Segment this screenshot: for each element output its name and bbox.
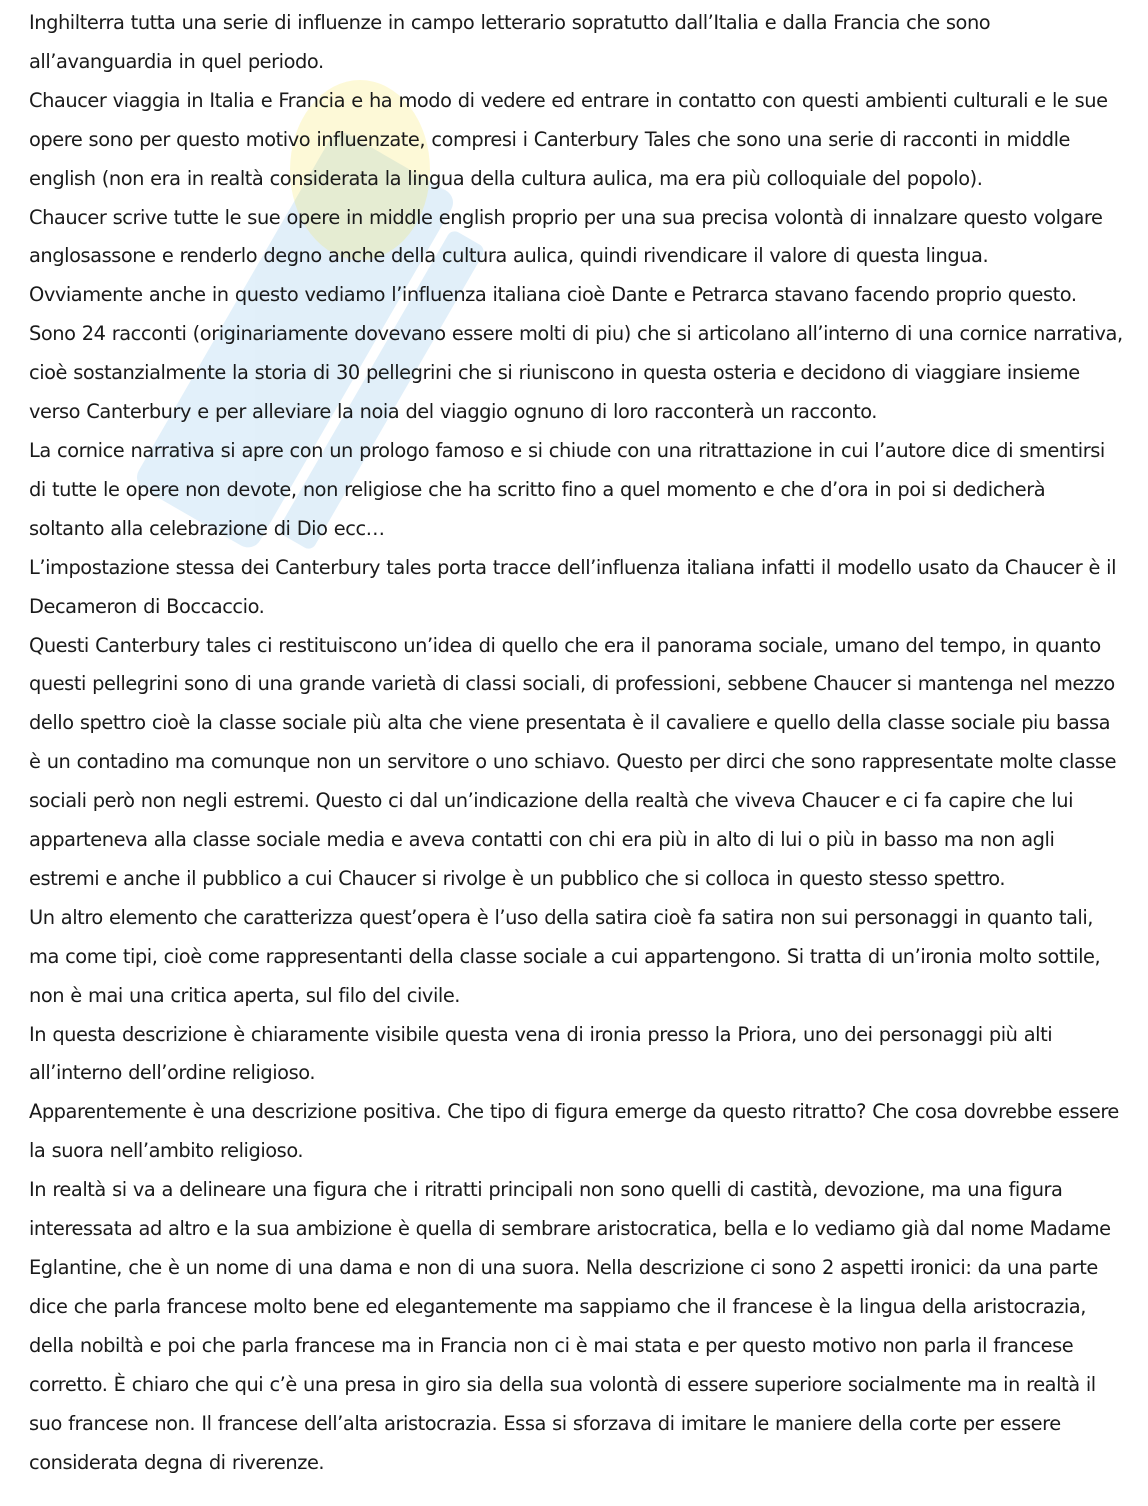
- paragraph: Ovviamente anche in questo vediamo l’influenza italiana cioè Dante e Petrarca stavano facendo proprio questo.: [29, 283, 1077, 307]
- paragraph: Sono 24 racconti (originariamente dovevano essere molti di piu) che si articolano all’interno di una cornice narrativa, cioè sostanzialmente la storia di 30 pellegrini che si riuniscono in questa osteria e decidono di viaggiare insieme verso Canterbury e per alleviare la noia del viaggio ognuno di loro racconterà un racconto.: [29, 322, 1123, 424]
- paragraph: Questi Canterbury tales ci restituiscono un’idea di quello che era il panorama sociale, umano del tempo, in quanto questi pellegrini sono di una grande varietà di classi sociali, di professioni, sebbene Chaucer si mantenga nel mezzo dello spettro cioè la classe sociale più alta che viene presentata è il cavaliere e quello della classe sociale piu bassa è un contadino ma comunque non un servitore o uno schiavo. Questo per dirci che sono rappresentate molte classe sociali però non negli estremi. Questo ci dal un’indicazione della realtà che viveva Chaucer e ci fa capire che lui apparteneva alla classe sociale media e aveva contatti con chi era più in alto di lui o più in basso ma non agli estremi e anche il pubblico a cui Chaucer si rivolge è un pubblico che si colloca in questo stesso spettro.: [29, 633, 1117, 890]
- paragraph: L’impostazione stessa dei Canterbury tales porta tracce dell’influenza italiana infatti il modello usato da Chaucer è il Decameron di Boccaccio.: [29, 555, 1117, 618]
- paragraph: In realtà si va a delineare una figura che i ritratti principali non sono quelli di castità, devozione, ma una figura interessata ad altro e la sua ambizione è quella di sembrare aristocratica, bella e lo vediamo già dal nome Madame Eglantine, che è un nome di una dama e non di una suora. Nella descrizione ci sono 2 aspetti ironici: da una parte dice che parla francese molto bene ed elegantemente ma sappiamo che il francese è la lingua della aristocrazia, della nobiltà e poi che parla francese ma in Francia non ci è mai stata e per questo motivo non parla il francese corretto. È chiaro che qui c’è una presa in giro sia della sua volontà di essere superiore socialmente ma in realtà il suo francese non. Il francese dell’alta aristocrazia. Essa si sforzava di imitare le maniere della corte per essere considerata degna di riverenze.: [29, 1178, 1111, 1474]
- paragraph: In questa descrizione è chiaramente visibile questa vena di ironia presso la Priora, uno dei personaggi più alti all’interno dell’ordine religioso.: [29, 1022, 1053, 1085]
- paragraph: Chaucer viaggia in Italia e Francia e ha modo di vedere ed entrare in contatto con questi ambienti culturali e le sue opere sono per questo motivo influenzate, compresi i Canterbury Tales che sono una serie di racconti in middle english (non era in realtà considerata la lingua della cultura aulica, ma era più colloquiale del popolo).: [29, 88, 1108, 190]
- paragraph: Chaucer scrive tutte le sue opere in middle english proprio per una sua precisa volontà di innalzare questo volgare anglosassone e renderlo degno anche della cultura aulica, quindi rivendicare il valore di questa lingua.: [29, 205, 1103, 268]
- paragraph: Apparentemente è una descrizione positiva. Che tipo di figura emerge da questo ritratto? Che cosa dovrebbe essere la suora nell’ambito religioso.: [29, 1100, 1119, 1163]
- paragraph: La cornice narrativa si apre con un prologo famoso e si chiude con una ritrattazione in cui l’autore dice di smentirsi di tutte le opere non devote, non religiose che ha scritto fino a quel momento e che d’ora in poi si dedicherà soltanto alla celebrazione di Dio ecc…: [29, 438, 1105, 540]
- paragraph: Un altro elemento che caratterizza quest’opera è l’uso della satira cioè fa satira non sui personaggi in quanto tali, ma come tipi, cioè come rappresentanti della classe sociale a cui appartengono. Si tratta di un’ironia molto sottile, non è mai una critica aperta, sul filo del civile.: [29, 905, 1101, 1007]
- paragraph: Inghilterra tutta una serie di influenze in campo letterario sopratutto dall’Italia e dalla Francia che sono all’avanguardia in quel periodo.: [29, 11, 991, 73]
- document-body: [29, 4, 1125, 1482]
